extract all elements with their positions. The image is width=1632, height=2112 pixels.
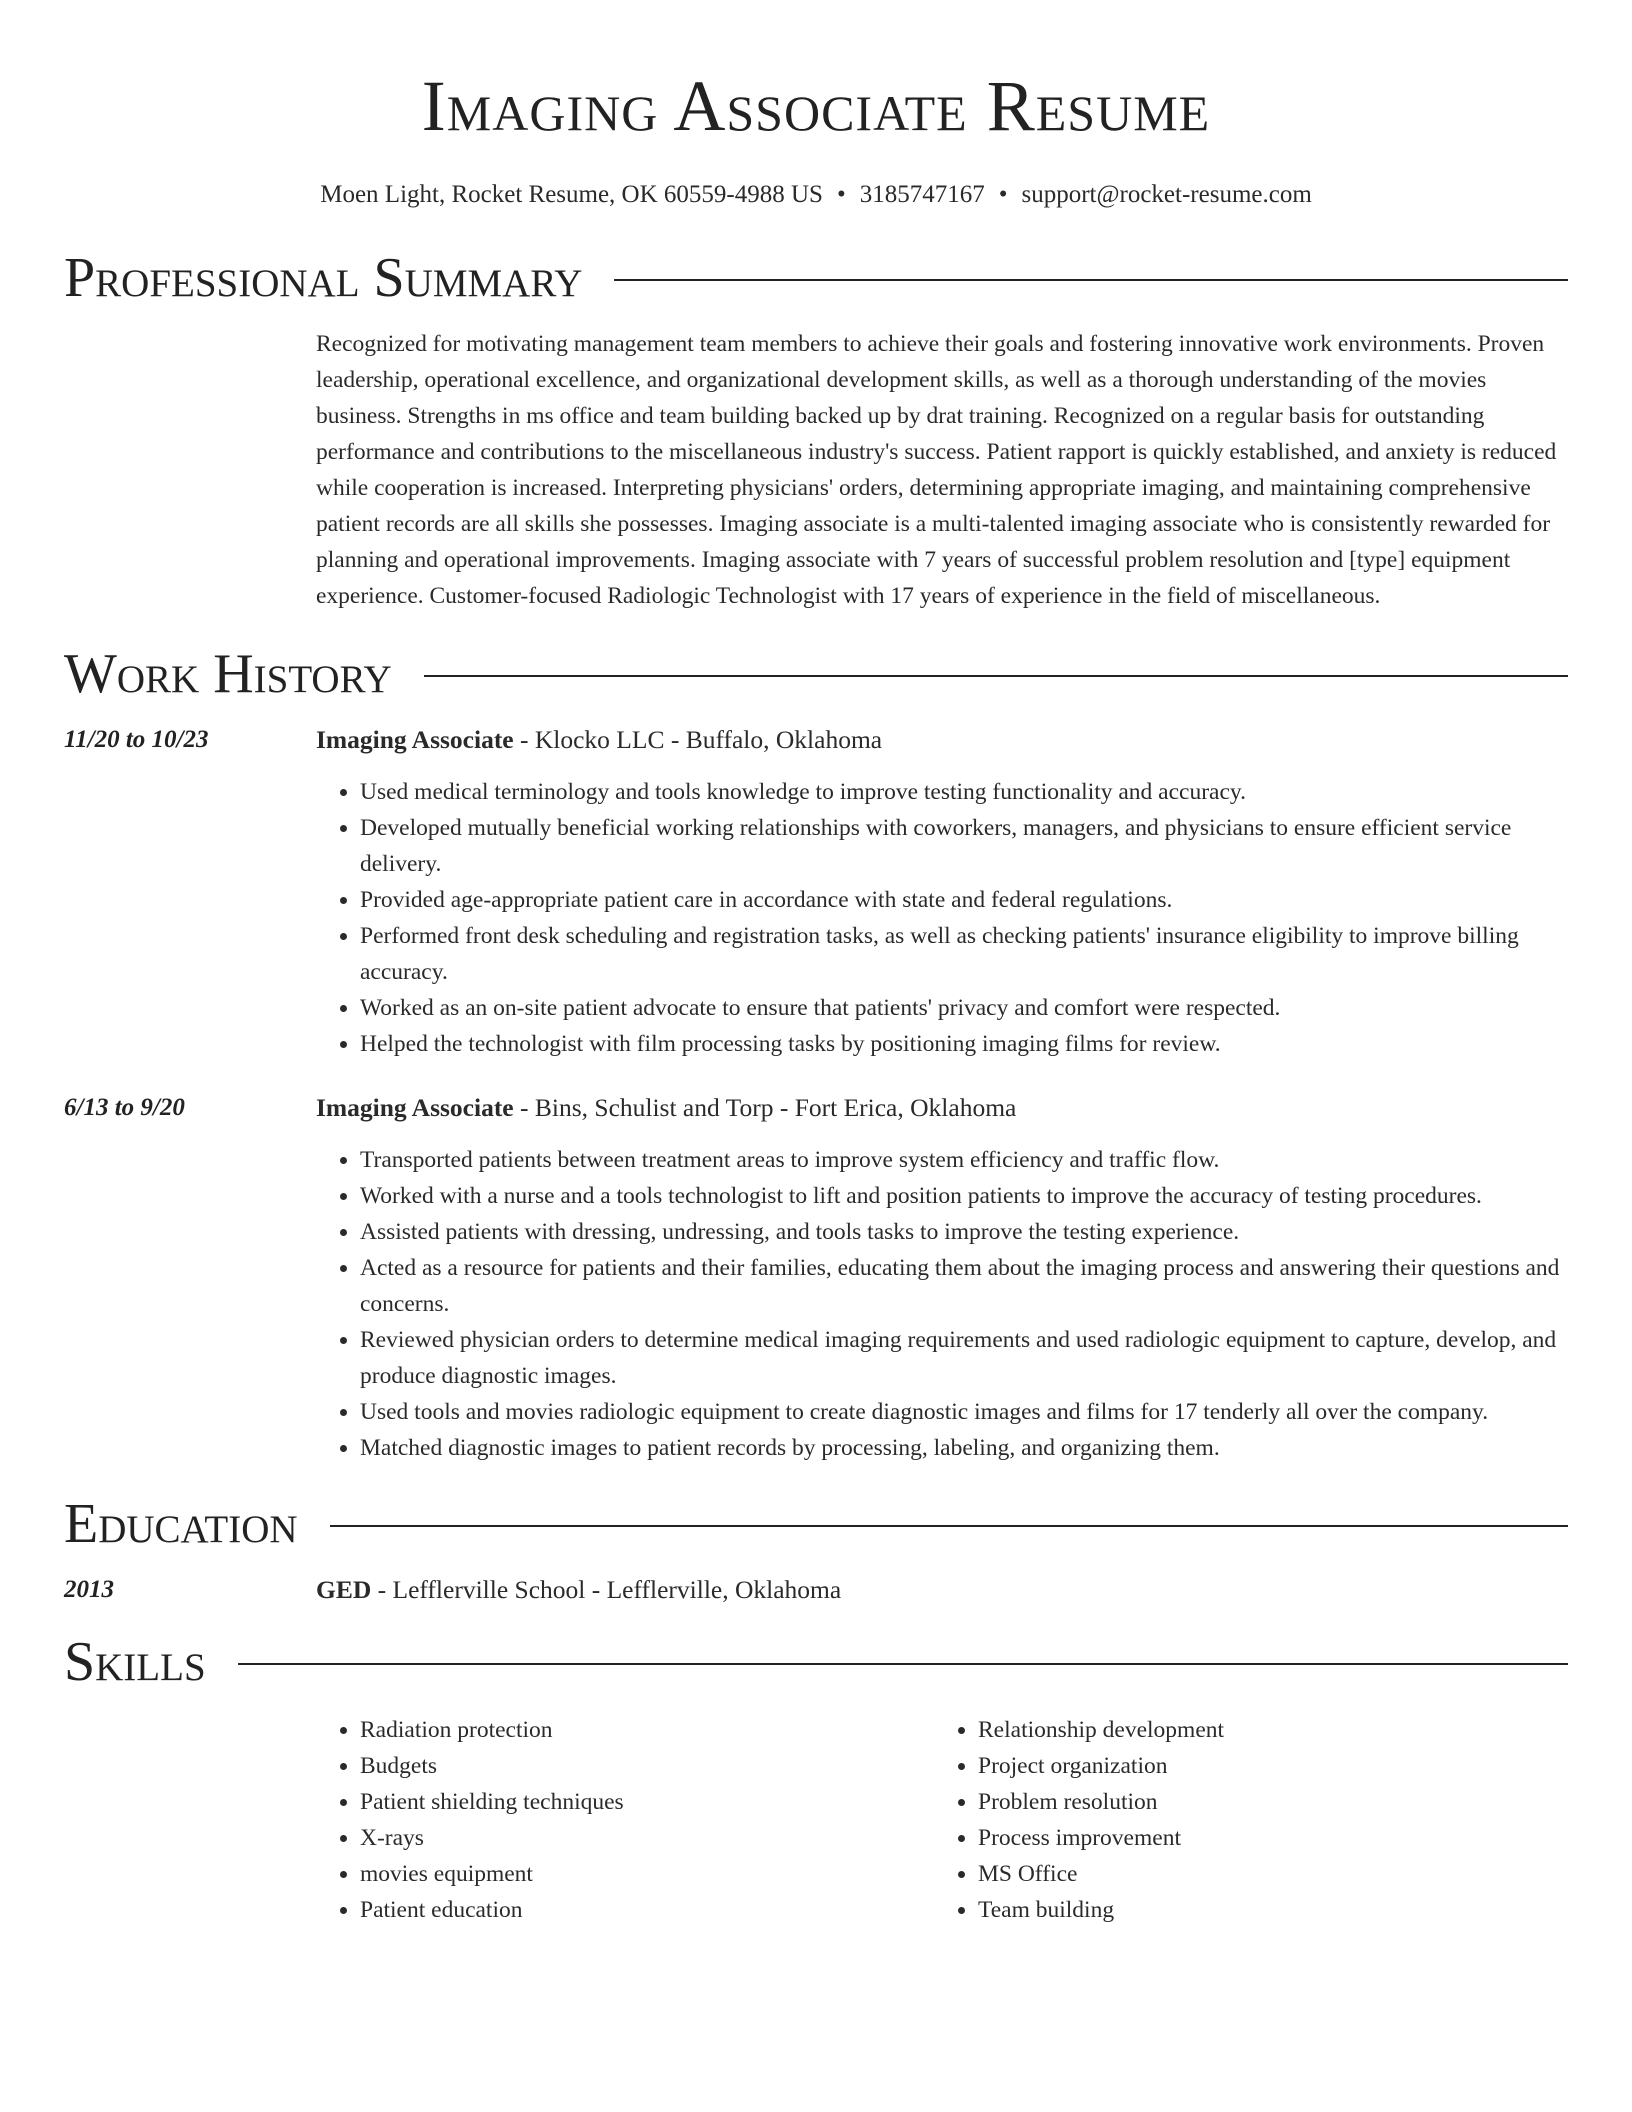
skills-list-right bbox=[934, 1712, 1568, 1928]
job-dates: 6/13 to 9/20 bbox=[64, 1094, 185, 1121]
job-body bbox=[316, 1090, 1568, 1466]
job-bullets bbox=[316, 1142, 1568, 1466]
skill-item: • Relationship development bbox=[978, 1712, 1568, 1748]
job-bullet: • Transported patients between treatment areas to improve system efficiency and traffic flow. bbox=[360, 1142, 1568, 1178]
education-heading: Education bbox=[64, 1493, 298, 1555]
skills-spacer bbox=[64, 1694, 316, 1928]
resume-page bbox=[64, 0, 1568, 1928]
skill-item: • MS Office bbox=[978, 1856, 1568, 1892]
work-section-header bbox=[64, 642, 1568, 706]
job-title: Imaging Associate bbox=[316, 725, 514, 754]
skill-item: • Problem resolution bbox=[978, 1784, 1568, 1820]
contact-email: support@rocket-resume.com bbox=[1021, 181, 1312, 208]
skills-heading: Skills bbox=[64, 1631, 206, 1693]
job-bullet: • Acted as a resource for patients and their families, educating them about the imaging process and answering their questions and concerns. bbox=[360, 1250, 1568, 1322]
job-bullet: • Reviewed physician orders to determine medical imaging requirements and used radiologic equipment to capture, develop, and produce diagnostic images. bbox=[360, 1322, 1568, 1394]
job-entry bbox=[64, 722, 1568, 1062]
summary-heading: Professional Summary bbox=[64, 247, 583, 309]
job-bullet: • Provided age-appropriate patient care in accordance with state and federal regulations. bbox=[360, 882, 1568, 918]
section-divider bbox=[614, 279, 1568, 281]
skill-item: • Patient shielding techniques bbox=[360, 1784, 934, 1820]
skill-item: • Team building bbox=[978, 1892, 1568, 1928]
skill-item: • Patient education bbox=[360, 1892, 934, 1928]
skills-list-left bbox=[316, 1712, 934, 1928]
education-body bbox=[316, 1572, 1568, 1608]
education-details: - Lefflerville School - Lefflerville, Oklahoma bbox=[371, 1575, 842, 1604]
job-bullet: • Matched diagnostic images to patient records by processing, labeling, and organizing them. bbox=[360, 1430, 1568, 1466]
resume-title: Imaging Associate Resume bbox=[421, 66, 1211, 146]
summary-row bbox=[64, 326, 1568, 614]
skill-item: • Project organization bbox=[978, 1748, 1568, 1784]
skills-row bbox=[64, 1694, 1568, 1928]
job-details: - Bins, Schulist and Torp - Fort Erica, Oklahoma bbox=[513, 1093, 1017, 1122]
skill-item: • X-rays bbox=[360, 1820, 934, 1856]
education-year: 2013 bbox=[64, 1576, 114, 1603]
section-divider bbox=[424, 675, 1568, 677]
job-bullet: • Performed front desk scheduling and registration tasks, as well as checking patients' insurance eligibility to improve billing accuracy. bbox=[360, 918, 1568, 990]
skills-section-header bbox=[64, 1630, 1568, 1694]
job-entry bbox=[64, 1090, 1568, 1466]
contact-address: Moen Light, Rocket Resume, OK 60559-4988 US bbox=[320, 181, 823, 208]
education-degree: GED bbox=[316, 1575, 372, 1604]
job-dates: 11/20 to 10/23 bbox=[64, 726, 209, 753]
contact-line bbox=[64, 178, 1568, 212]
summary-section-header bbox=[64, 246, 1568, 310]
section-divider bbox=[330, 1525, 1568, 1527]
job-bullets bbox=[316, 774, 1568, 1062]
job-bullet: • Worked with a nurse and a tools technologist to lift and position patients to improve the accuracy of testing procedures. bbox=[360, 1178, 1568, 1214]
work-heading: Work History bbox=[64, 643, 392, 705]
education-section-header bbox=[64, 1492, 1568, 1556]
skill-item: • Budgets bbox=[360, 1748, 934, 1784]
job-bullet: • Used medical terminology and tools knowledge to improve testing functionality and accuracy. bbox=[360, 774, 1568, 810]
job-bullet: • Worked as an on-site patient advocate to ensure that patients' privacy and comfort were respected. bbox=[360, 990, 1568, 1026]
job-details: - Klocko LLC - Buffalo, Oklahoma bbox=[513, 725, 883, 754]
job-bullet: • Developed mutually beneficial working relationships with coworkers, managers, and physicians to ensure efficient service delivery. bbox=[360, 810, 1568, 882]
job-bullet: • Assisted patients with dressing, undressing, and tools tasks to improve the testing experience. bbox=[360, 1214, 1568, 1250]
job-header bbox=[316, 1090, 1568, 1126]
education-entry bbox=[64, 1572, 1568, 1608]
skill-item: • Process improvement bbox=[978, 1820, 1568, 1856]
job-title: Imaging Associate bbox=[316, 1093, 514, 1122]
skill-item: • movies equipment bbox=[360, 1856, 934, 1892]
skill-item: • Radiation protection bbox=[360, 1712, 934, 1748]
summary-text: Recognized for motivating management team members to achieve their goals and fostering innovative work environments. Proven leadership, operational excellence, and organizational development skills, as well as a thorough understanding of the movies business. Strengths in ms office and team building backed up by drat training. Recognized on a regular basis for outstanding performance and contributions to the miscellaneous industry's success. Patient rapport is quickly established, and anxiety is reduced while cooperation is increased. Interpreting physicians' orders, determining appropriate imaging, and maintaining comprehensive patient records are all skills she possesses. Imaging associate is a multi-talented imaging associate who is consistently rewarded for planning and operational improvements. Imaging associate with 7 years of successful problem resolution and [type] equipment experience. Customer-focused Radiologic Technologist with 17 years of experience in the field of miscellaneous. bbox=[316, 331, 1557, 609]
contact-separator: • bbox=[998, 181, 1008, 208]
job-header bbox=[316, 722, 1568, 758]
summary-spacer bbox=[64, 326, 316, 614]
contact-separator: • bbox=[836, 181, 846, 208]
job-bullet: • Helped the technologist with film processing tasks by positioning imaging films for review. bbox=[360, 1026, 1568, 1062]
skills-columns bbox=[316, 1712, 1568, 1928]
section-divider bbox=[238, 1663, 1568, 1665]
job-bullet: • Used tools and movies radiologic equipment to create diagnostic images and films for 17 tenderly all over the company. bbox=[360, 1394, 1568, 1430]
job-body bbox=[316, 722, 1568, 1062]
contact-phone: 3185747167 bbox=[859, 181, 985, 208]
